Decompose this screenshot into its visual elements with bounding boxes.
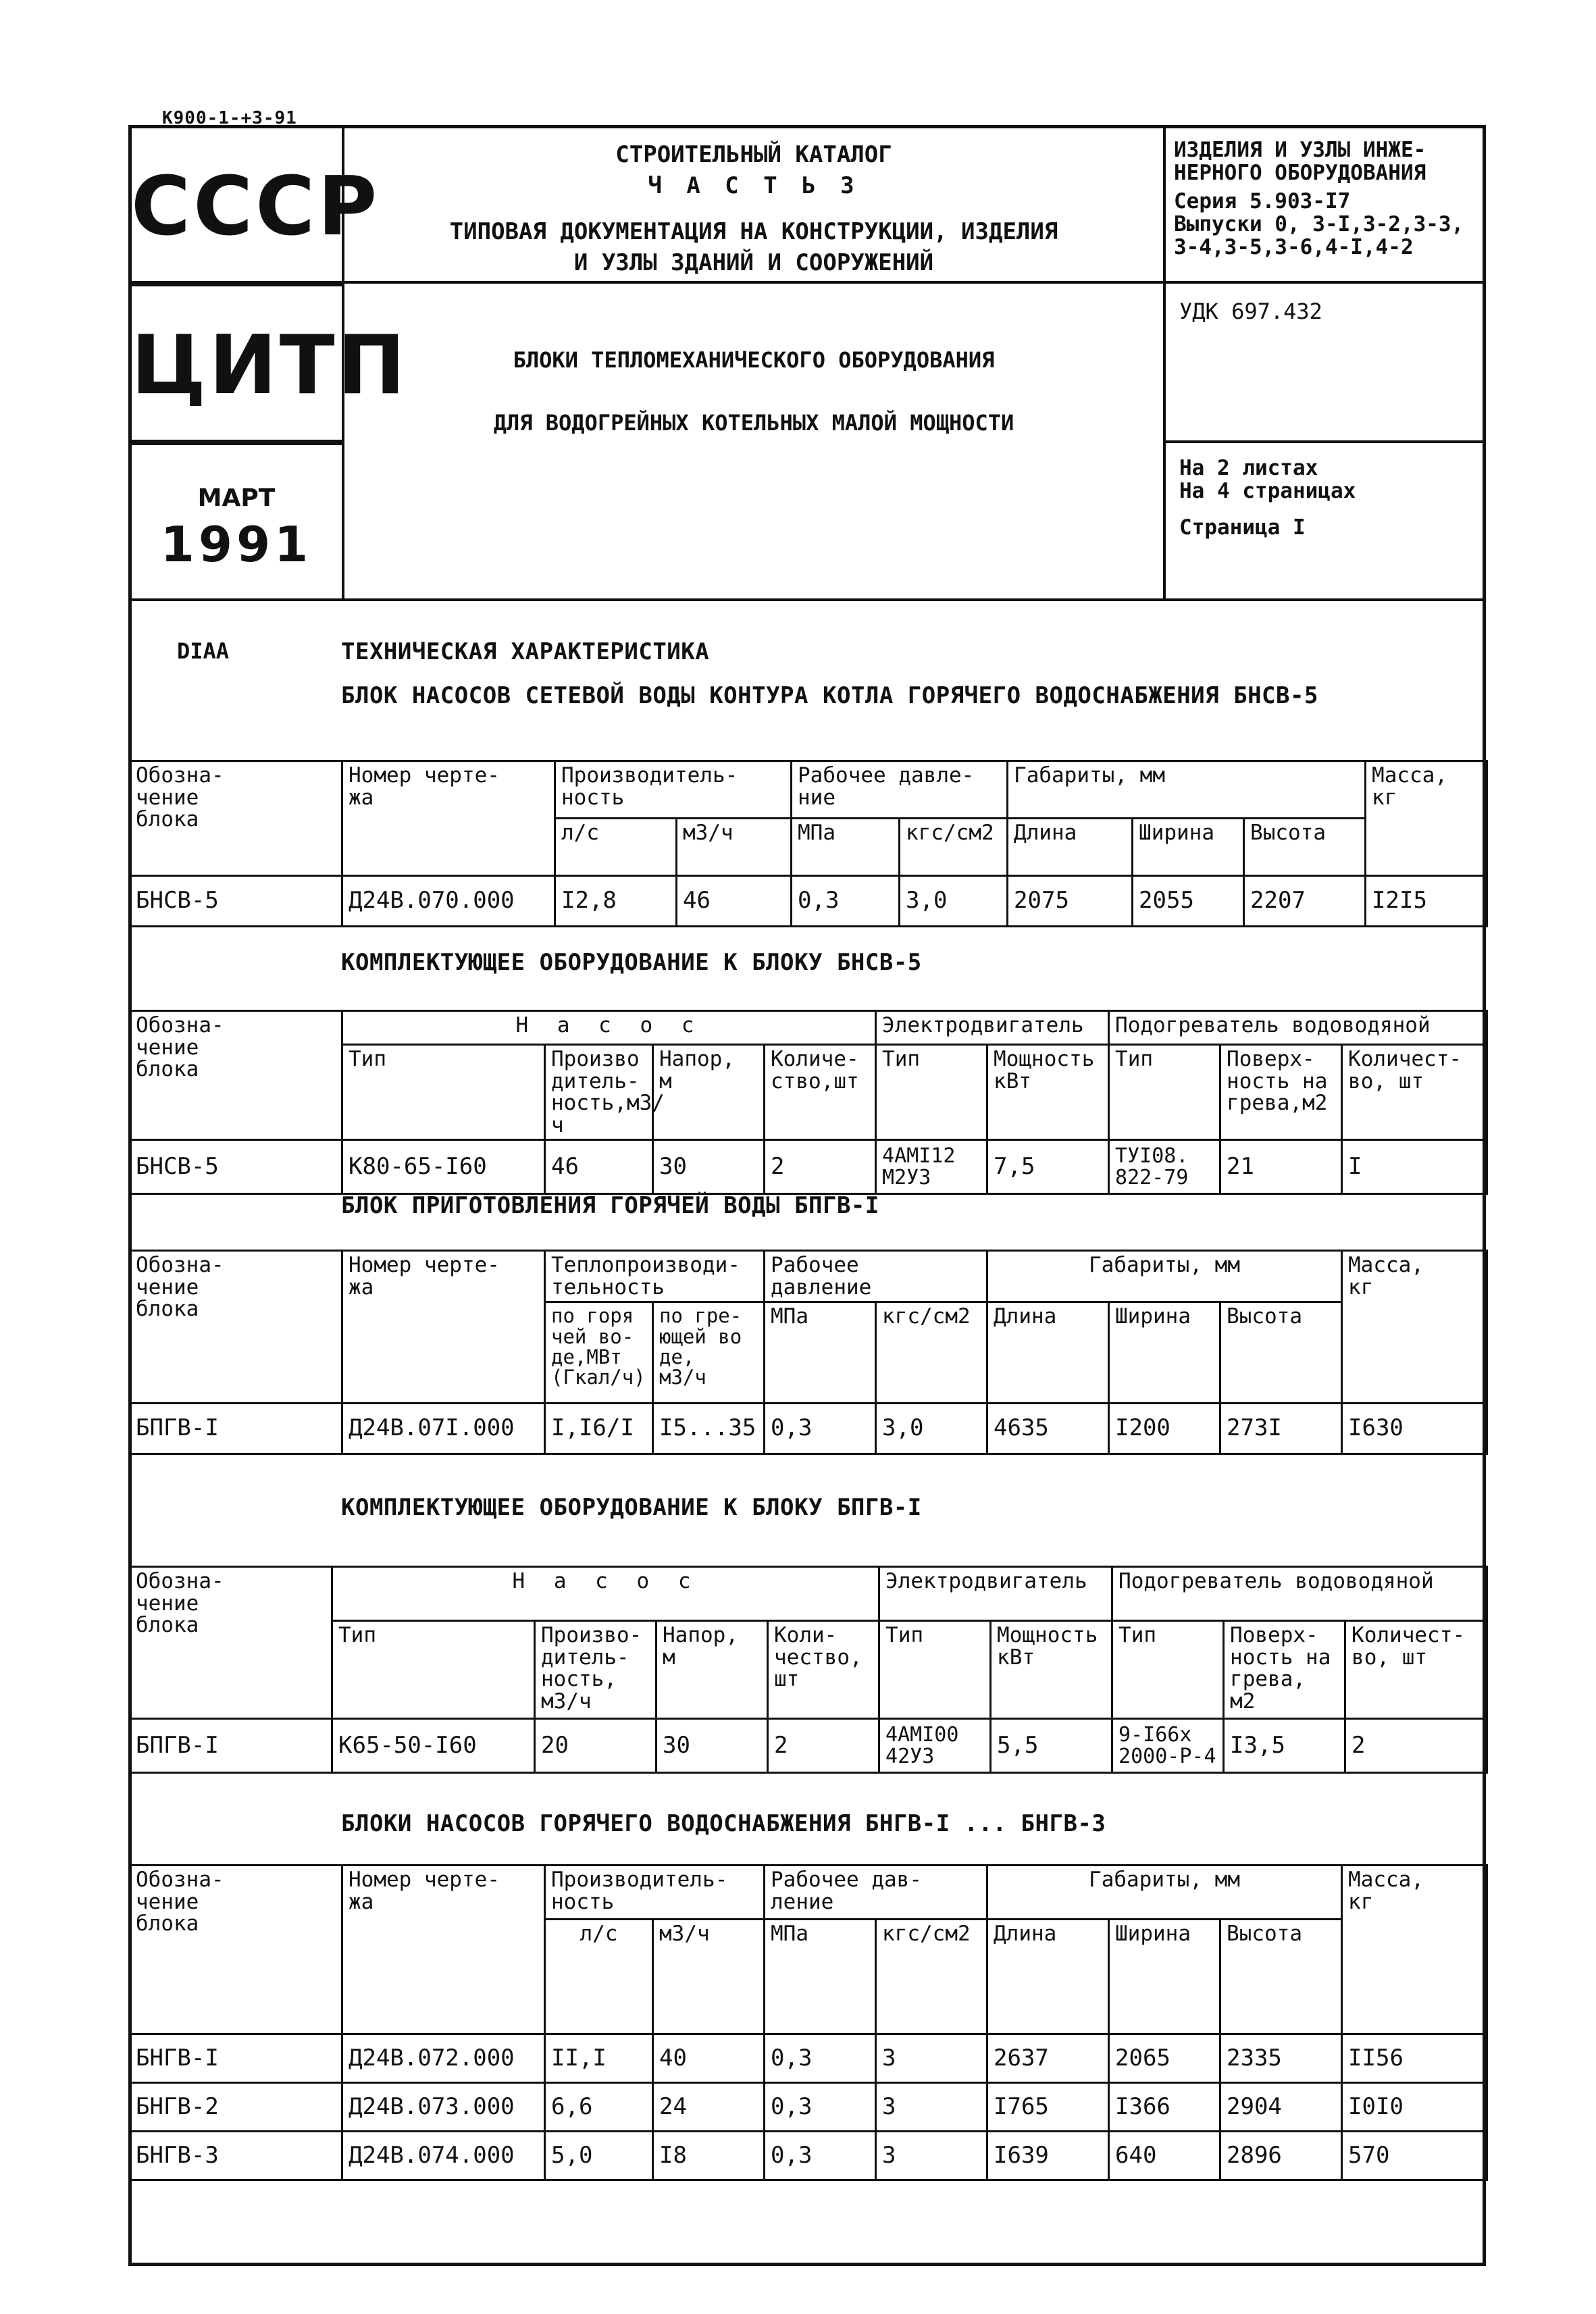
s1-cell: 0,3	[792, 876, 900, 927]
s2-cell: 30	[653, 1140, 765, 1194]
s1-cell: I2I5	[1366, 876, 1487, 927]
s5-h-mpa: МПа	[765, 1920, 876, 2034]
sheets-count: На 2 листах	[1179, 456, 1318, 480]
tech-characteristics-heading: ТЕХНИЧЕСКАЯ ХАРАКТЕРИСТИКА	[341, 638, 710, 665]
s5-cell: I765	[987, 2083, 1109, 2132]
title-line-1: БЛОКИ ТЕПЛОМЕХАНИЧЕСКОГО ОБОРУДОВАНИЯ	[513, 347, 995, 373]
s4-cell: 4АМI00 42У3	[879, 1719, 991, 1773]
s3-h-width: Ширина	[1109, 1302, 1220, 1404]
s5-cell: Д24В.074.000	[342, 2132, 545, 2180]
section-3-table	[128, 1250, 1488, 1455]
s1-cell: 46	[677, 876, 792, 927]
s5-h-drawing: Номер черте- жа	[342, 1866, 545, 2034]
catalog-box	[342, 125, 1166, 284]
issues-line-1: Выпуски 0, 3-I,3-2,3-3,	[1174, 212, 1464, 237]
s5-cell: 2335	[1220, 2034, 1342, 2083]
s3-cell: I5...35	[653, 1404, 765, 1454]
s4-cell: 2	[768, 1719, 879, 1773]
s5-h-mass: Масса, кг	[1342, 1866, 1487, 2034]
s4-h-heater-type: Тип	[1112, 1621, 1224, 1719]
s1-cell: Д24В.070.000	[342, 876, 555, 927]
s4-h-motor: Электродвигатель	[879, 1567, 1112, 1621]
s1-cell: I2,8	[555, 876, 677, 927]
s1-cell: 3,0	[900, 876, 1008, 927]
s3-h-pressure: Рабочее давление	[765, 1251, 987, 1302]
s5-cell: 0,3	[765, 2034, 876, 2083]
s2-cell: 46	[545, 1140, 653, 1194]
category-line-1: ИЗДЕЛИЯ И УЗЛЫ ИНЖЕ-	[1174, 138, 1426, 162]
s2-cell: I	[1342, 1140, 1487, 1194]
s1-cell: 2207	[1244, 876, 1366, 927]
s5-cell: 2637	[987, 2034, 1109, 2083]
s3-h-height: Высота	[1220, 1302, 1342, 1404]
udk-label: УДК 697.432	[1179, 299, 1322, 324]
s5-cell: Д24В.072.000	[342, 2034, 545, 2083]
s5-h-kgs: кгс/см2	[876, 1920, 987, 2034]
s3-cell: 4635	[987, 1404, 1109, 1454]
section-2-title: КОМПЛЕКТУЮЩЕЕ ОБОРУДОВАНИЕ К БЛОКУ БНСВ-5	[341, 949, 922, 976]
catalog-line-3: ТИПОВАЯ ДОКУМЕНТАЦИЯ НА КОНСТРУКЦИИ, ИЗДЕЛИЯ	[449, 217, 1058, 245]
s3-cell: Д24В.07I.000	[342, 1404, 545, 1454]
s5-cell: II,I	[545, 2034, 653, 2083]
s3-cell: I,I6/I	[545, 1404, 653, 1454]
country-label: СССР	[131, 160, 380, 254]
s4-cell: 30	[657, 1719, 768, 1773]
s4-h-pump: Н а с о с	[332, 1567, 879, 1621]
s2-h-type: Тип	[342, 1045, 545, 1140]
s2-h-designation: Обозна- чение блока	[130, 1011, 342, 1140]
s5-cell: 0,3	[765, 2132, 876, 2180]
section-1-table	[128, 760, 1488, 927]
s4-cell: 20	[535, 1719, 657, 1773]
udk-box	[1163, 281, 1486, 443]
s4-cell: I3,5	[1224, 1719, 1345, 1773]
s2-cell: 7,5	[987, 1140, 1109, 1194]
s2-cell: БНСВ-5	[130, 1140, 342, 1194]
s4-cell: 5,5	[991, 1719, 1112, 1773]
title-box	[342, 281, 1166, 601]
s1-h-length: Длина	[1008, 819, 1133, 876]
s4-cell: 2	[1345, 1719, 1487, 1773]
s4-cell: БПГВ-I	[130, 1719, 332, 1773]
s3-cell: 273I	[1220, 1404, 1342, 1454]
s5-cell: 5,0	[545, 2132, 653, 2180]
s1-h-m3h: м3/ч	[677, 819, 792, 876]
s5-cell: 6,6	[545, 2083, 653, 2132]
s5-cell: 640	[1109, 2132, 1220, 2180]
s4-h-heater-qty: Количест- во, шт	[1345, 1621, 1487, 1719]
catalog-line-1: СТРОИТЕЛЬНЫЙ КАТАЛОГ	[615, 141, 892, 168]
s3-h-designation: Обозна- чение блока	[130, 1251, 342, 1404]
s3-cell: БПГВ-I	[130, 1404, 342, 1454]
s3-cell: I200	[1109, 1404, 1220, 1454]
org-box	[128, 284, 409, 442]
s1-h-pressure: Рабочее давле- ние	[792, 761, 1008, 819]
s2-h-qty: Количе- ство,шт	[765, 1045, 876, 1140]
catalog-line-2: Ч А С Т Ь 3	[648, 172, 860, 199]
date-box	[128, 442, 344, 601]
s5-h-height: Высота	[1220, 1920, 1342, 2034]
s5-h-designation: Обозна- чение блока	[130, 1866, 342, 2034]
s2-cell: 2	[765, 1140, 876, 1194]
s2-cell: ТУI08. 822-79	[1109, 1140, 1220, 1194]
catalog-line-4: И УЗЛЫ ЗДАНИЙ И СООРУЖЕНИЙ	[573, 249, 934, 276]
s2-cell: К80-65-I60	[342, 1140, 545, 1194]
s3-h-capacity: Теплопроизводи- тельность	[545, 1251, 765, 1302]
s3-h-cap-heated: по гре- ющей во де, м3/ч	[653, 1302, 765, 1404]
s5-cell: БНГВ-3	[130, 2132, 342, 2180]
s4-h-capacity: Произво- дитель- ность, м3/ч	[535, 1621, 657, 1719]
s5-cell: 40	[653, 2034, 765, 2083]
s5-cell: I639	[987, 2132, 1109, 2180]
s2-h-motor: Электродвигатель	[876, 1011, 1109, 1045]
s2-h-capacity: Произво дитель- ность,м3/ч	[545, 1045, 653, 1140]
s3-h-drawing: Номер черте- жа	[342, 1251, 545, 1404]
s5-cell: 0,3	[765, 2083, 876, 2132]
s2-h-heater-qty: Количест- во, шт	[1342, 1045, 1487, 1140]
country-box	[128, 125, 380, 284]
s1-h-kgs: кгс/см2	[900, 819, 1008, 876]
s1-h-dims: Габариты, мм	[1008, 761, 1366, 819]
sheets-box	[1163, 440, 1486, 601]
s5-h-m3h: м3/ч	[653, 1920, 765, 2034]
s5-h-ls: л/с	[545, 1920, 653, 2034]
s5-cell: I366	[1109, 2083, 1220, 2132]
s5-cell: II56	[1342, 2034, 1487, 2083]
s2-cell: 4АМI12 М2У3	[876, 1140, 987, 1194]
s5-cell: 2904	[1220, 2083, 1342, 2132]
s5-h-pressure: Рабочее дав- ление	[765, 1866, 987, 1920]
s3-h-mass: Масса, кг	[1342, 1251, 1487, 1404]
s4-h-type: Тип	[332, 1621, 535, 1719]
section-3-title: БЛОК ПРИГОТОВЛЕНИЯ ГОРЯЧЕЙ ВОДЫ БПГВ-I	[341, 1192, 879, 1219]
s1-h-width: Ширина	[1133, 819, 1244, 876]
section-4-title: КОМПЛЕКТУЮЩЕЕ ОБОРУДОВАНИЕ К БЛОКУ БПГВ-I	[341, 1494, 922, 1521]
s2-h-surface: Поверх- ность на грева,м2	[1220, 1045, 1342, 1140]
s5-cell: 24	[653, 2083, 765, 2132]
section-5-table	[128, 1864, 1488, 2181]
s1-h-capacity: Производитель- ность	[555, 761, 792, 819]
s3-h-mpa: МПа	[765, 1302, 876, 1404]
s5-h-length: Длина	[987, 1920, 1109, 2034]
s5-cell: I0I0	[1342, 2083, 1487, 2132]
s5-cell: 3	[876, 2132, 987, 2180]
s1-h-designation: Обозна- чение блока	[130, 761, 342, 876]
s5-cell: 2065	[1109, 2034, 1220, 2083]
s4-h-designation: Обозна- чение блока	[130, 1567, 332, 1719]
s5-cell: 3	[876, 2083, 987, 2132]
section-4-table	[128, 1566, 1488, 1774]
s2-h-heater: Подогреватель водоводяной	[1109, 1011, 1487, 1045]
s5-h-width: Ширина	[1109, 1920, 1220, 2034]
s1-h-mpa: МПа	[792, 819, 900, 876]
s4-h-heater: Подогреватель водоводяной	[1112, 1567, 1487, 1621]
s2-cell: 21	[1220, 1140, 1342, 1194]
s5-cell: 570	[1342, 2132, 1487, 2180]
category-box	[1163, 125, 1486, 284]
s4-h-surface: Поверх- ность на грева, м2	[1224, 1621, 1345, 1719]
section-code: DIAA	[177, 638, 230, 664]
s3-cell: 3,0	[876, 1404, 987, 1454]
category-line-2: НЕРНОГО ОБОРУДОВАНИЯ	[1174, 161, 1426, 186]
s3-h-kgs: кгс/см2	[876, 1302, 987, 1404]
s5-cell: БНГВ-I	[130, 2034, 342, 2083]
s4-h-qty: Коли- чество, шт	[768, 1621, 879, 1719]
s4-cell: К65-50-I60	[332, 1719, 535, 1773]
s5-h-capacity: Производитель- ность	[545, 1866, 765, 1920]
s2-h-pump: Н а с о с	[342, 1011, 876, 1045]
s1-h-ls: л/с	[555, 819, 677, 876]
s1-h-mass: Масса, кг	[1366, 761, 1487, 876]
s2-h-head: Напор, м	[653, 1045, 765, 1140]
s2-h-motor-type: Тип	[876, 1045, 987, 1140]
s1-cell: 2055	[1133, 876, 1244, 927]
org-label: ЦИТП	[131, 319, 409, 413]
page-number: Страница I	[1179, 515, 1306, 540]
section-2-table	[128, 1010, 1488, 1195]
title-line-2: ДЛЯ ВОДОГРЕЙНЫХ КОТЕЛЬНЫХ МАЛОЙ МОЩНОСТИ	[493, 410, 1014, 436]
s1-cell: 2075	[1008, 876, 1133, 927]
section-5-title: БЛОКИ НАСОСОВ ГОРЯЧЕГО ВОДОСНАБЖЕНИЯ БНГВ-I ... БНГВ-3	[341, 1810, 1106, 1837]
s1-h-height: Высота	[1244, 819, 1366, 876]
s4-h-motor-type: Тип	[879, 1621, 991, 1719]
s3-h-cap-hot: по горя чей во- де,МВт (Гкал/ч)	[545, 1302, 653, 1404]
s1-h-drawing: Номер черте- жа	[342, 761, 555, 876]
s3-h-dims: Габариты, мм	[987, 1251, 1342, 1302]
s5-h-dims: Габариты, мм	[987, 1866, 1342, 1920]
s1-cell: БНСВ-5	[130, 876, 342, 927]
year-label: 1991	[160, 516, 313, 573]
section-1-title: БЛОК НАСОСОВ СЕТЕВОЙ ВОДЫ КОНТУРА КОТЛА ГОРЯЧЕГО ВОДОСНАБЖЕНИЯ БНСВ-5	[341, 682, 1318, 709]
s4-cell: 9-I66х 2000-Р-4	[1112, 1719, 1224, 1773]
month-label: МАРТ	[197, 484, 276, 512]
s5-cell: Д24В.073.000	[342, 2083, 545, 2132]
s4-h-power: Мощность кВт	[991, 1621, 1112, 1719]
s5-cell: I8	[653, 2132, 765, 2180]
s2-h-heater-type: Тип	[1109, 1045, 1220, 1140]
s3-cell: 0,3	[765, 1404, 876, 1454]
issues-line-2: 3-4,3-5,3-6,4-I,4-2	[1174, 235, 1414, 260]
s5-cell: 3	[876, 2034, 987, 2083]
s2-h-power: Мощность кВт	[987, 1045, 1109, 1140]
s5-cell: БНГВ-2	[130, 2083, 342, 2132]
s3-h-length: Длина	[987, 1302, 1109, 1404]
pages-count: На 4 страницах	[1179, 479, 1356, 504]
s3-cell: I630	[1342, 1404, 1487, 1454]
s5-cell: 2896	[1220, 2132, 1342, 2180]
s4-h-head: Напор, м	[657, 1621, 768, 1719]
series-label: Серия 5.903-I7	[1174, 189, 1351, 214]
document-code: К900-1-+3-91	[162, 108, 297, 128]
